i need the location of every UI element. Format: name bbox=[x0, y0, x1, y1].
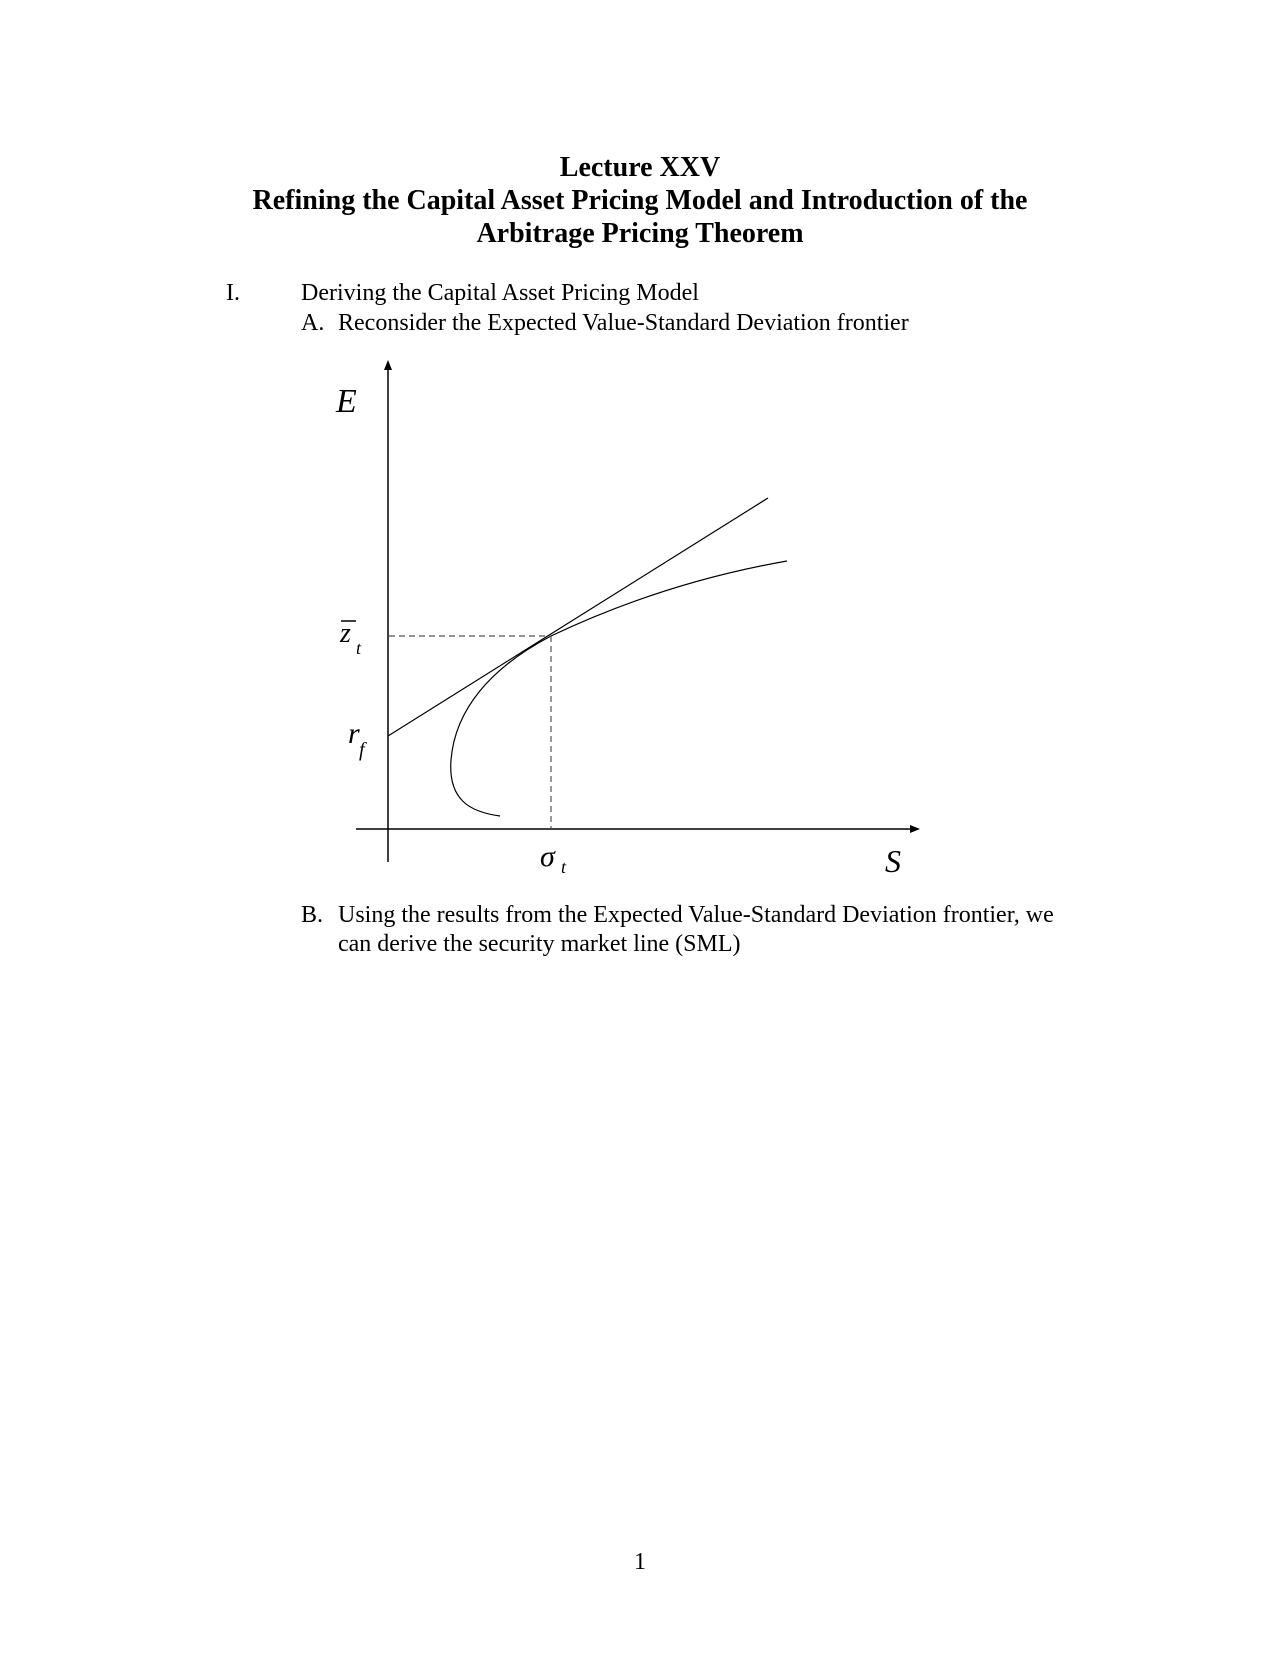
efficient-frontier-curve bbox=[451, 561, 787, 816]
subsection-a-text: Reconsider the Expected Value-Standard Deviation frontier bbox=[338, 310, 909, 336]
subsection-b-text-line-1: Using the results from the Expected Value-Standard Deviation frontier, we bbox=[338, 902, 1054, 928]
x-axis-label: S bbox=[885, 843, 901, 879]
tangent-return-subscript: t bbox=[356, 638, 362, 658]
lecture-title-line-2: Arbitrage Pricing Theorem bbox=[476, 218, 804, 249]
lecture-title-line-1: Refining the Capital Asset Pricing Model and Introduction of the bbox=[252, 185, 1028, 216]
subsection-b-marker: B. bbox=[301, 902, 324, 928]
capital-market-line bbox=[388, 498, 768, 736]
section-heading: Deriving the Capital Asset Pricing Model bbox=[301, 280, 699, 306]
risk-free-label: r bbox=[348, 717, 360, 750]
subsection-a-marker: A. bbox=[301, 310, 325, 336]
page-number: 1 bbox=[634, 1549, 646, 1575]
subsection-b-text-line-2: can derive the security market line (SML) bbox=[338, 931, 741, 957]
risk-free-subscript: f bbox=[359, 739, 365, 761]
tangent-return-label: z bbox=[340, 618, 351, 649]
lecture-number: Lecture XXV bbox=[559, 152, 721, 183]
y-axis-label: E bbox=[336, 383, 357, 420]
tangent-sd-label: σ bbox=[540, 840, 555, 873]
tangent-sd-subscript: t bbox=[561, 857, 567, 877]
section-numeral: I. bbox=[226, 280, 240, 306]
